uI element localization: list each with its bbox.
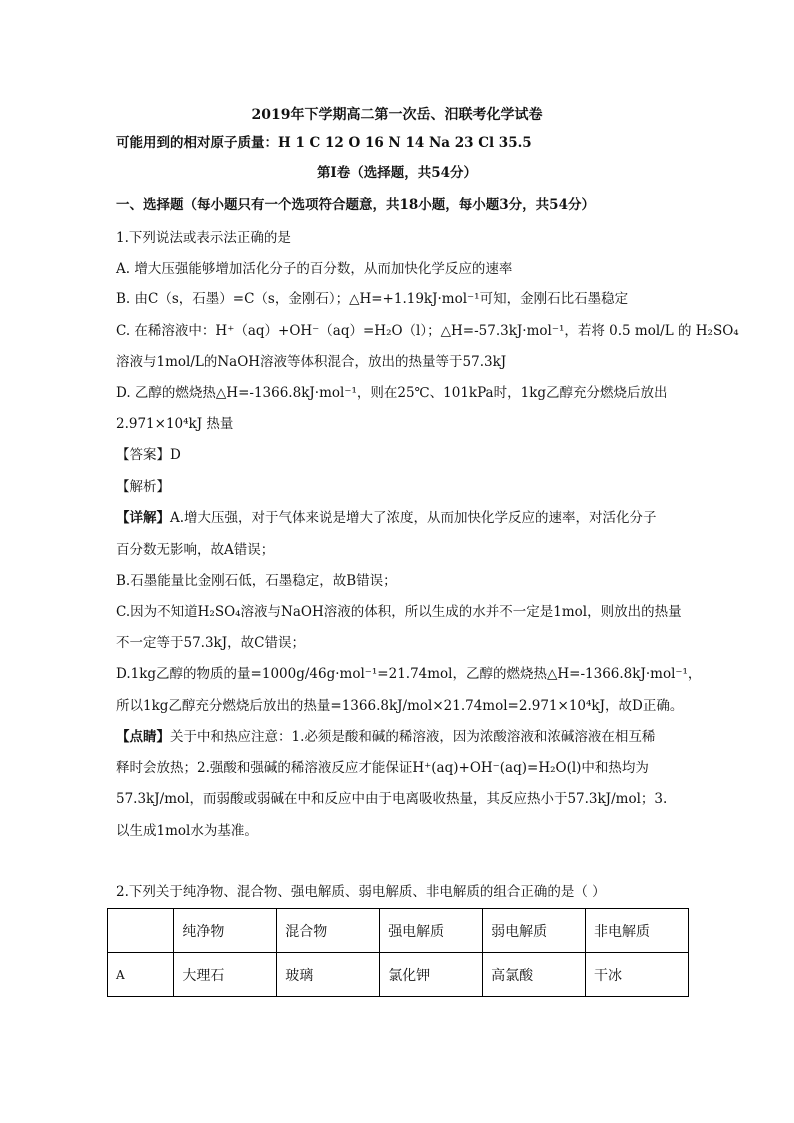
q1-point-line4: 以生成1mol水为基准。	[116, 823, 258, 839]
q1-option-c-line2: 溶液与1mol/L的NaOH溶液等体积混合，放出的热量等于57.3kJ	[116, 354, 507, 370]
q1-detail-line1	[116, 509, 657, 527]
table-header-cell: 纯净物	[174, 909, 277, 953]
table-cell: 氯化钾	[380, 953, 483, 997]
q1-detail-line2: 百分数无影响，故A错误；	[116, 542, 275, 558]
q1-analysis-label: 【解析】	[116, 479, 170, 495]
table-header-cell: 弱电解质	[483, 909, 586, 953]
table-cell: 玻璃	[277, 953, 380, 997]
table-header-cell: 强电解质	[380, 909, 483, 953]
table-cell: 高氯酸	[483, 953, 586, 997]
table-header-cell: 混合物	[277, 909, 380, 953]
q1-answer: 【答案】D	[116, 447, 181, 463]
q1-option-d-line1: D. 乙醇的燃烧热△H=-1366.8kJ·mol⁻¹，则在25℃、101kPa时，1kg乙醇充分燃烧后放出	[116, 385, 668, 401]
q1-detail-line3: B.石墨能量比金刚石低，石墨稳定，故B错误；	[116, 573, 397, 589]
table-header-cell: 非电解质	[586, 909, 689, 953]
table-header-row	[108, 909, 689, 953]
q1-option-a: A. 增大压强能够增加活化分子的百分数，从而加快化学反应的速率	[116, 261, 513, 277]
q2-stem: 2.下列关于纯净物、混合物、强电解质、弱电解质、非电解质的组合正确的是（ ）	[116, 884, 606, 900]
table-cell: 干冰	[586, 953, 689, 997]
q2-options-table	[107, 908, 689, 997]
q1-option-c-line1: C. 在稀溶液中：H⁺（aq）+OH⁻（aq）=H₂O（l）；△H=-57.3kJ·mol⁻¹，若将 0.5 mol/L 的 H₂SO₄	[116, 323, 739, 339]
q1-detail-line5: 不一定等于57.3kJ，故C错误；	[116, 635, 305, 651]
q1-point-line3: 57.3kJ/mol，而弱酸或弱碱在中和反应中由于电离吸收热量，其反应热小于57.3kJ/mol；3.	[116, 791, 668, 807]
q1-point-line1	[116, 728, 655, 746]
table-row	[108, 953, 689, 997]
q1-detail-line6: D.1kg乙醇的物质的量=1000g/46g·mol⁻¹=21.74mol，乙醇的燃烧热△H=-1366.8kJ·mol⁻¹，	[116, 666, 702, 682]
detail-text-1: A.增大压强，对于气体来说是增大了浓度，从而加快化学反应的速率，对活化分子	[170, 510, 657, 526]
point-text-1: 关于中和热应注意：1.必须是酸和碱的稀溶液，因为浓酸溶液和浓碱溶液在相互稀	[170, 729, 656, 745]
q1-detail-line7: 所以1kg乙醇充分燃烧后放出的热量=1366.8kJ/mol×21.74mol=2.971×10⁴kJ，故D正确。	[116, 698, 684, 714]
q1-option-d-line2: 2.971×10⁴kJ 热量	[116, 416, 234, 432]
table-cell: A	[108, 953, 174, 997]
table-header-cell	[108, 909, 174, 953]
point-label: 【点睛】	[116, 729, 170, 745]
q1-stem: 1.下列说法或表示法正确的是	[116, 230, 291, 246]
detail-label: 【详解】	[116, 510, 170, 526]
atomic-masses-line: 可能用到的相对原子质量：H 1 C 12 O 16 N 14 Na 23 Cl 35.5	[116, 135, 532, 151]
exam-title: 2019年下学期高二第一次岳、汨联考化学试卷	[251, 107, 543, 123]
table-cell: 大理石	[174, 953, 277, 997]
part-title: 一、选择题（每小题只有一个选项符合题意，共18小题，每小题3分，共54分）	[116, 197, 595, 213]
q1-option-b: B. 由C（s，石墨）=C（s，金刚石）；△H=+1.19kJ·mol⁻¹可知，金刚石比石墨稳定	[116, 291, 629, 307]
q1-point-line2: 释时会放热；2.强酸和强碱的稀溶液反应才能保证H⁺(aq)+OH⁻(aq)=H₂O(l)中和热均为	[116, 760, 649, 776]
section-title: 第Ⅰ卷（选择题，共54分）	[316, 165, 478, 181]
q1-detail-line4: C.因为不知道H₂SO₄溶液与NaOH溶液的体积，所以生成的水并不一定是1mol，则放出的热量	[116, 604, 682, 620]
